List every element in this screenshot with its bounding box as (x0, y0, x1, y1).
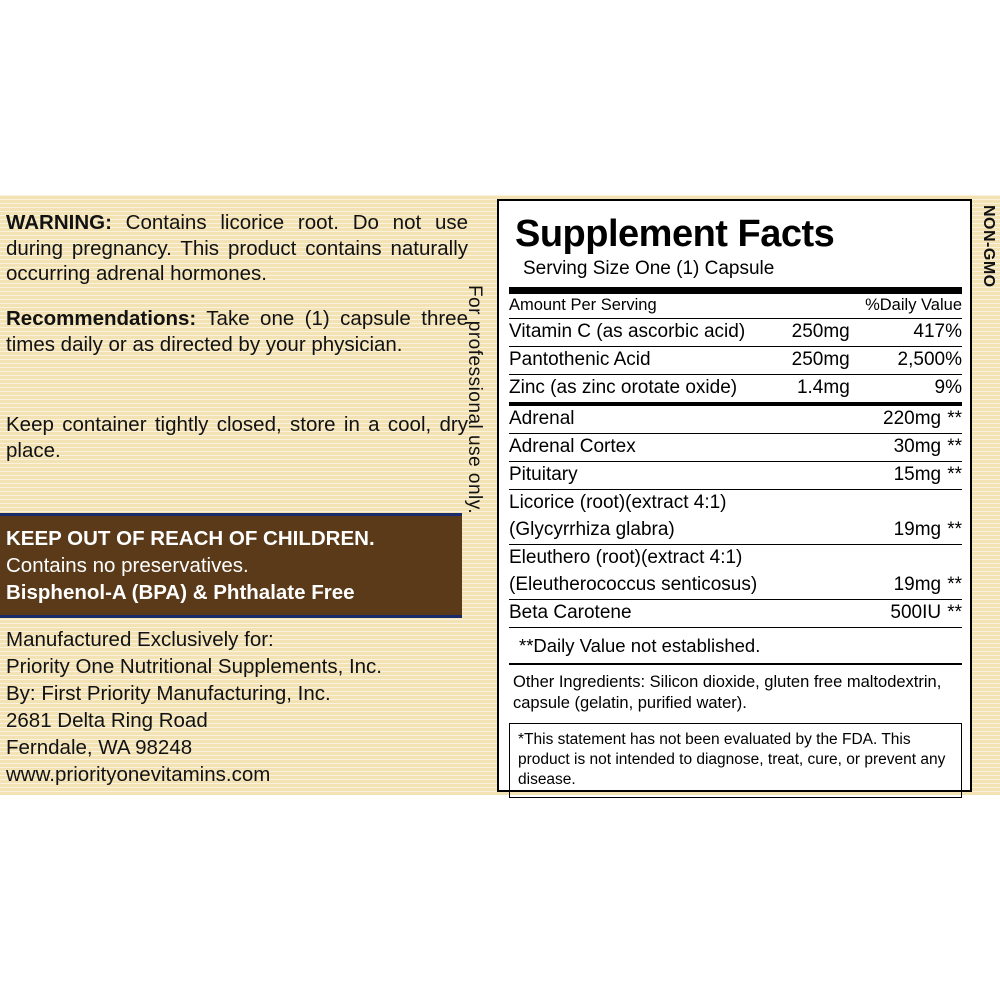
rule-thick-top (509, 287, 962, 294)
warning-text: Contains licorice root. Do not use during pregnancy. This product contains naturally occurring adrenal hormones. (6, 211, 468, 285)
ingredient-name: Adrenal Cortex (509, 434, 859, 462)
amount-per-serving-header: Amount Per Serving (509, 294, 850, 319)
table-row-continuation (509, 572, 962, 600)
recommendations-label: Recommendations: (6, 307, 197, 330)
ingredient-dv: ** (941, 462, 962, 490)
professional-use-note: For professional use only. (464, 285, 485, 515)
table-column-headers (509, 294, 962, 319)
table-row (509, 434, 962, 462)
ingredient-name: Adrenal (509, 406, 859, 434)
ingredient-name: Pituitary (509, 462, 859, 490)
supplement-facts-title: Supplement Facts (515, 213, 835, 255)
table-row (509, 600, 962, 628)
nutrient-dv: 9% (934, 377, 962, 398)
nutrient-amount: 1.4mg (796, 377, 850, 398)
non-gmo-badge: NON-GMO (980, 205, 997, 288)
nutrient-dv: 2,500% (850, 347, 962, 375)
ingredient-amount: 30mg (859, 434, 941, 462)
nutrient-amount: 250mg (782, 347, 849, 375)
ingredient-name: Eleuthero (root)(extract 4:1) (509, 547, 743, 568)
table-row (509, 375, 962, 403)
nutrient-dv: 417% (850, 319, 962, 347)
supplement-facts-panel (497, 199, 972, 792)
ingredient-amount: 15mg (859, 462, 941, 490)
nutrient-name: Pantothenic Acid (509, 347, 782, 375)
ingredient-name: Licorice (root)(extract 4:1) (509, 492, 727, 513)
recommendations-text: Take one (1) capsule three times daily or as directed by your physician. (6, 307, 468, 356)
nutrient-amount: 250mg (782, 319, 849, 347)
daily-value-note: **Daily Value not established. (519, 635, 761, 656)
ingredient-dv: ** (941, 434, 962, 462)
keep-out-of-reach-banner (0, 513, 462, 618)
storage-instructions: Keep container tightly closed, store in a cool, dry place. (6, 413, 468, 462)
table-row (509, 490, 962, 518)
manufactured-for-label: Manufactured Exclusively for: (6, 628, 274, 651)
nutrient-name: Vitamin C (as ascorbic acid) (509, 319, 782, 347)
company-name: Priority One Nutritional Supplements, Inc. (6, 655, 382, 678)
left-information-column (0, 196, 468, 794)
table-row (509, 462, 962, 490)
ingredient-amount: 220mg (859, 406, 941, 434)
keep-out-of-reach-line: KEEP OUT OF REACH OF CHILDREN. (6, 527, 375, 550)
ingredient-latin-name: (Eleutherococcus senticosus) (509, 572, 859, 600)
ingredient-dv: ** (941, 406, 962, 434)
manufacturer-block (0, 626, 462, 788)
ingredient-amount: 19mg (859, 572, 941, 600)
warning-block (0, 210, 482, 287)
nutrient-name: Zinc (as zinc orotate oxide) (509, 377, 738, 398)
ingredient-latin-name: (Glycyrrhiza glabra) (509, 517, 859, 545)
address-line-2: Ferndale, WA 98248 (6, 736, 193, 759)
manufactured-by: By: First Priority Manufacturing, Inc. (6, 682, 331, 705)
daily-value-header: %Daily Value (850, 294, 962, 319)
fda-disclaimer-box: *This statement has not been evaluated by the FDA. This product is not intended to diagnose, treat, cure, or prevent any disease. (509, 723, 962, 798)
ingredient-amount: 500IU (859, 600, 941, 628)
table-row (509, 406, 962, 434)
warning-label: WARNING: (6, 211, 112, 234)
ingredient-name: Beta Carotene (509, 600, 859, 628)
table-row (509, 319, 962, 347)
address-line-1: 2681 Delta Ring Road (6, 709, 208, 732)
ingredient-dv: ** (941, 600, 962, 628)
other-ingredients: Other Ingredients: Silicon dioxide, gluten free maltodextrin, capsule (gelatin, purified water). (513, 672, 942, 712)
serving-size: Serving Size One (1) Capsule (523, 258, 775, 279)
ingredient-dv: ** (941, 517, 962, 545)
supplement-facts-table (509, 294, 962, 402)
recommendations-block (0, 306, 482, 357)
table-row-continuation (509, 517, 962, 545)
ingredient-amount: 19mg (859, 517, 941, 545)
website-url: www.priorityonevitamins.com (6, 763, 271, 786)
table-row (509, 545, 962, 573)
ingredient-dv: ** (941, 572, 962, 600)
no-preservatives-line: Contains no preservatives. (6, 554, 249, 577)
table-row (509, 347, 962, 375)
bpa-free-line: Bisphenol-A (BPA) & Phthalate Free (6, 581, 355, 604)
blend-table (509, 406, 962, 628)
